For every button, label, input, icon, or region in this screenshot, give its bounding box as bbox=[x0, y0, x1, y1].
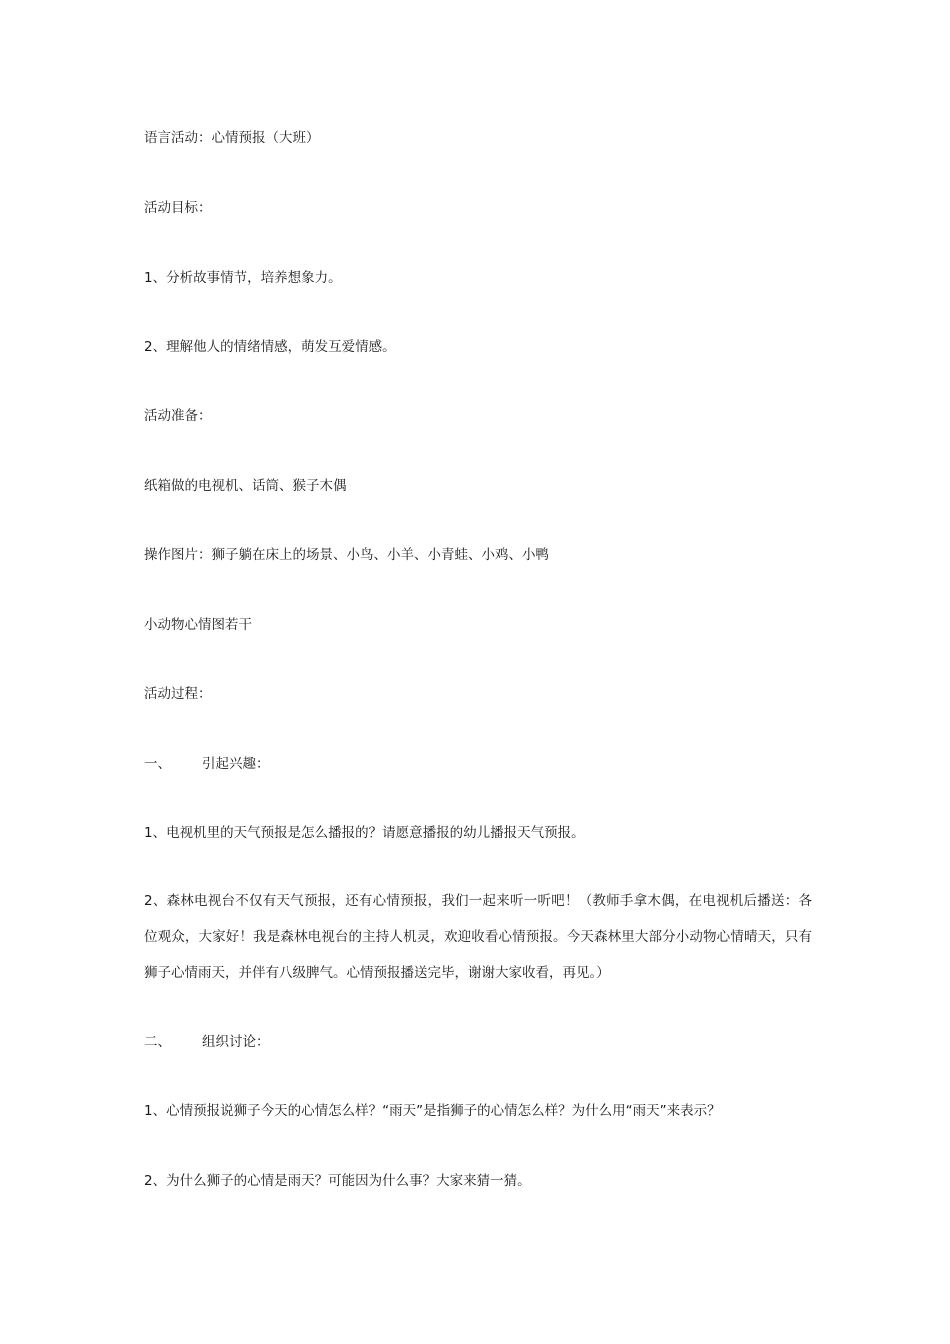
prep-heading: 活动准备： bbox=[144, 408, 212, 424]
process-heading: 活动过程： bbox=[144, 686, 212, 702]
goal-item: 1、分析故事情节，培养想象力。 bbox=[144, 270, 342, 286]
section-title: 引起兴趣： bbox=[202, 756, 270, 772]
discussion-item: 2、为什么狮子的心情是雨天？可能因为什么事？大家来猜一猜。 bbox=[144, 1173, 531, 1189]
process-item: 1、电视机里的天气预报是怎么播报的？请愿意播报的幼儿播报天气预报。 bbox=[144, 825, 585, 841]
prep-item: 小动物心情图若干 bbox=[144, 617, 252, 633]
section-number: 二、 bbox=[144, 1034, 171, 1050]
document-title: 语言活动：心情预报（大班） bbox=[144, 130, 320, 146]
section-heading-1 bbox=[144, 754, 270, 774]
process-paragraph: 2、森林电视台不仅有天气预报，还有心情预报，我们一起来听一听吧！（教师手拿木偶，在电视机后播送：各位观众，大家好！我是森林电视台的主持人机灵，欢迎收看心情预报。今天森林里大部分小动物心情晴天，只有狮子心情雨天，并伴有八级脾气。心情预报播送完毕，谢谢大家收看，再见。） bbox=[144, 893, 812, 981]
prep-item: 纸箱做的电视机、话筒、猴子木偶 bbox=[144, 478, 347, 494]
prep-item: 操作图片：狮子躺在床上的场景、小鸟、小羊、小青蛙、小鸡、小鸭 bbox=[144, 547, 549, 563]
goal-item: 2、理解他人的情绪情感，萌发互爱情感。 bbox=[144, 339, 396, 355]
discussion-item: 1、心情预报说狮子今天的心情怎么样？“雨天”是指狮子的心情怎么样？为什么用“雨天”来表示？ bbox=[144, 1103, 721, 1119]
section-title: 组织讨论： bbox=[202, 1034, 270, 1050]
section-number: 一、 bbox=[144, 756, 171, 772]
goals-heading: 活动目标： bbox=[144, 200, 212, 216]
section-heading-2 bbox=[144, 1032, 270, 1052]
